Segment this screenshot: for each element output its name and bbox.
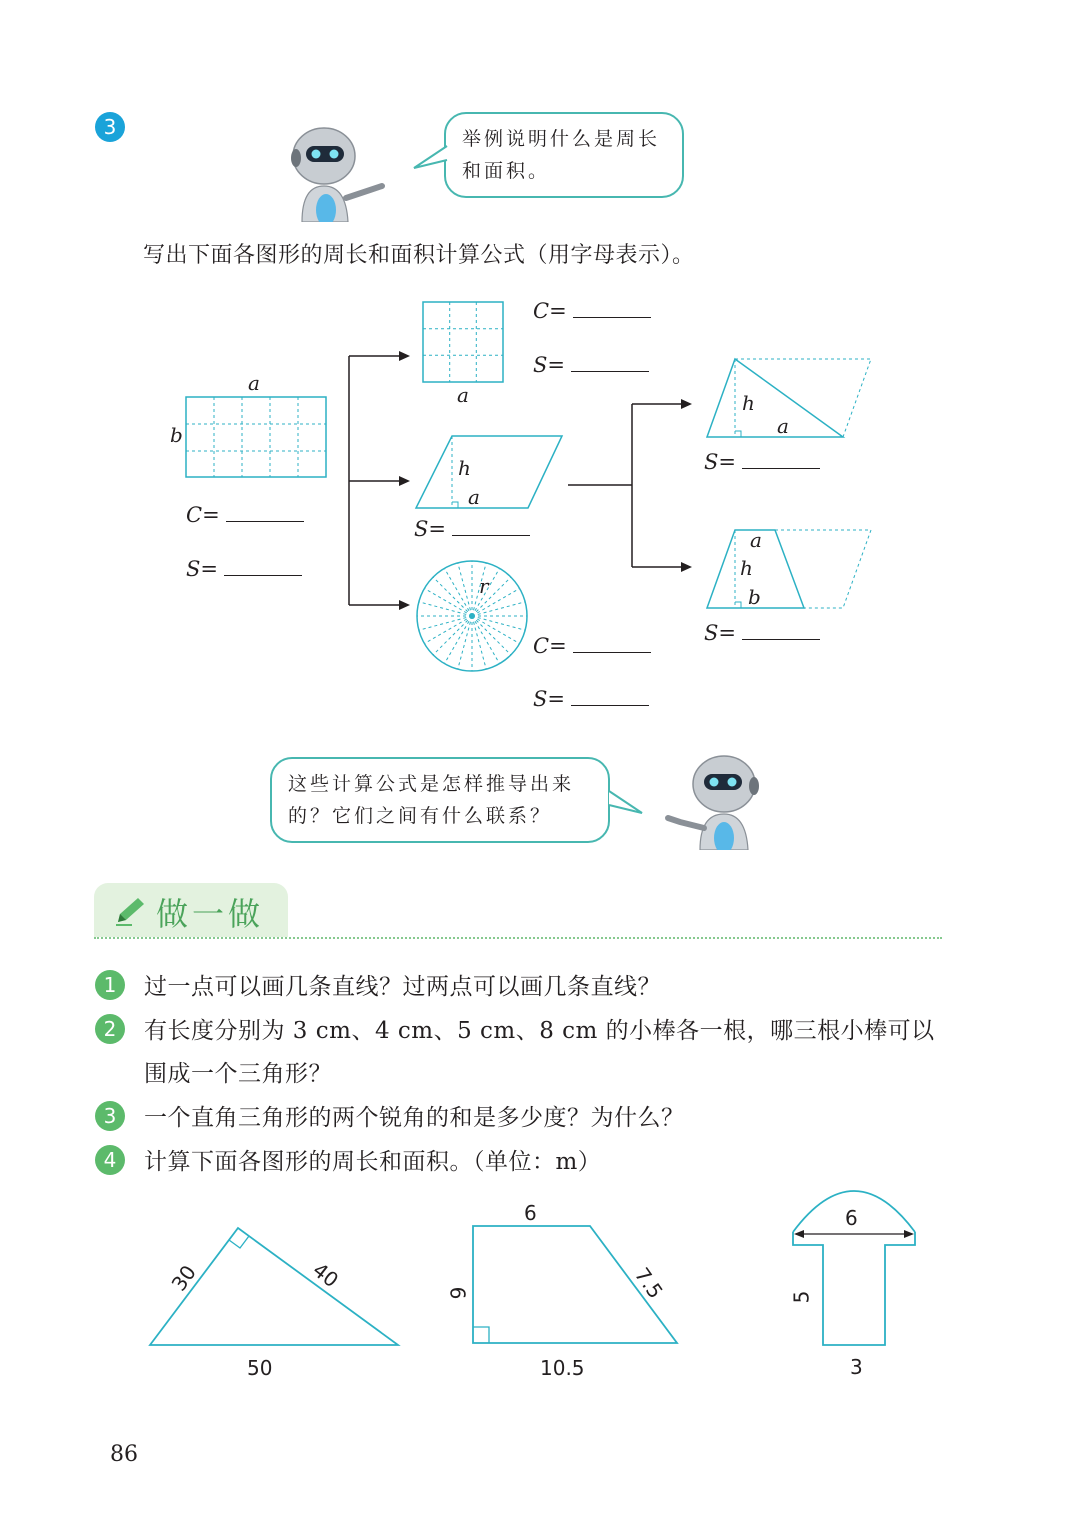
exercise-text: 计算下面各图形的周长和面积。（单位：m） (144, 1149, 602, 1175)
answer-blank[interactable] (573, 634, 651, 653)
speech-bubble (444, 112, 684, 198)
rectangle-figure (186, 397, 326, 477)
rect-perimeter-formula (186, 503, 304, 527)
answer-blank[interactable] (742, 450, 820, 469)
section-number-badge: 3 (95, 112, 125, 142)
exercise-number-badge: 4 (95, 1145, 125, 1175)
triangle-base-label: 50 (247, 1356, 273, 1380)
answer-blank[interactable] (226, 503, 304, 522)
formula-label: C= (533, 634, 567, 658)
tri-label-h: h (742, 391, 755, 415)
exercise-number-badge: 1 (95, 970, 125, 1000)
rect-area-formula (186, 557, 302, 581)
formula-label: S= (704, 450, 736, 474)
answer-blank[interactable] (571, 353, 649, 372)
mushroom-width-label: 6 (845, 1206, 858, 1230)
arrowheads-right (681, 399, 692, 572)
trapezoid-base-label: 10.5 (540, 1356, 585, 1380)
para-area-formula (414, 517, 530, 541)
square-area-formula (533, 353, 649, 377)
trap-area-formula (704, 621, 820, 645)
circle-figure (417, 561, 527, 671)
bubble-tail (608, 789, 644, 815)
formula-label: C= (533, 299, 567, 323)
tri-area-formula (704, 450, 820, 474)
trapezoid-height-label: 6 (445, 1286, 470, 1300)
robot-icon (664, 744, 764, 850)
robot-icon (288, 116, 388, 222)
triangle-figure (707, 359, 871, 437)
mushroom-height-label: 5 (789, 1290, 814, 1304)
mushroom-base-label: 3 (850, 1355, 863, 1379)
page-number: 86 (110, 1442, 138, 1467)
circle-area-formula (533, 687, 649, 711)
bubble-line: 的？它们之间有什么联系？ (288, 805, 553, 827)
exercise-number-badge: 3 (95, 1101, 125, 1131)
bubble-tail (412, 144, 448, 170)
answer-blank[interactable] (742, 621, 820, 640)
formula-label: S= (414, 517, 446, 541)
rect-label-a: a (248, 371, 260, 395)
bubble-line: 和面积。 (462, 160, 551, 182)
square-perimeter-formula (533, 299, 651, 323)
exercise-text: 有长度分别为 3 cm、4 cm、5 cm、8 cm 的小棒各一根，哪三根小棒可以 (144, 1018, 935, 1044)
answer-blank[interactable] (571, 687, 649, 706)
answer-blank[interactable] (452, 517, 530, 536)
bubble-line: 举例说明什么是周长 (462, 128, 661, 150)
rect-label-b: b (170, 423, 183, 447)
formula-label: S= (186, 557, 218, 581)
tri-label-a: a (777, 414, 789, 438)
circle-perimeter-formula (533, 634, 651, 658)
formula-label: C= (186, 503, 220, 527)
formula-label: S= (704, 621, 736, 645)
trap-label-h: h (740, 556, 753, 580)
formula-label: S= (533, 687, 565, 711)
exercise-text: 一个直角三角形的两个锐角的和是多少度？为什么？ (144, 1105, 685, 1131)
trap-label-b: b (748, 585, 761, 609)
trap-label-a: a (750, 528, 762, 552)
connector-arrows-right (568, 404, 686, 567)
circle-label-r: r (479, 574, 489, 598)
exercise-text: 过一点可以画几条直线？过两点可以画几条直线？ (144, 974, 661, 1000)
section-title: 做一做 (156, 895, 265, 933)
connector-arrows (349, 356, 404, 605)
triangle-left-side-label: 30 (166, 1260, 201, 1296)
exercise-text-continued: 围成一个三角形？ (144, 1061, 332, 1087)
instruction-text: 写出下面各图形的周长和面积计算公式（用字母表示）。 (143, 243, 695, 268)
bubble-line: 这些计算公式是怎样推导出来 (288, 773, 575, 795)
square-label-a: a (457, 383, 469, 407)
pencil-icon (112, 894, 148, 928)
para-label-a: a (468, 485, 480, 509)
trapezoid-figure (707, 530, 871, 608)
exercise-number-badge: 2 (95, 1014, 125, 1044)
trapezoid-slant-label: 7.5 (629, 1263, 668, 1303)
answer-blank[interactable] (573, 299, 651, 318)
para-label-h: h (458, 456, 471, 480)
trapezoid-top-label: 6 (524, 1201, 537, 1225)
speech-bubble-2 (270, 757, 610, 843)
triangle-right-side-label: 40 (308, 1257, 344, 1293)
square-figure (423, 302, 503, 382)
arrowheads (399, 351, 410, 610)
parallelogram-figure (416, 436, 562, 508)
formula-label: S= (533, 353, 565, 377)
section-divider (94, 937, 942, 939)
answer-blank[interactable] (224, 557, 302, 576)
